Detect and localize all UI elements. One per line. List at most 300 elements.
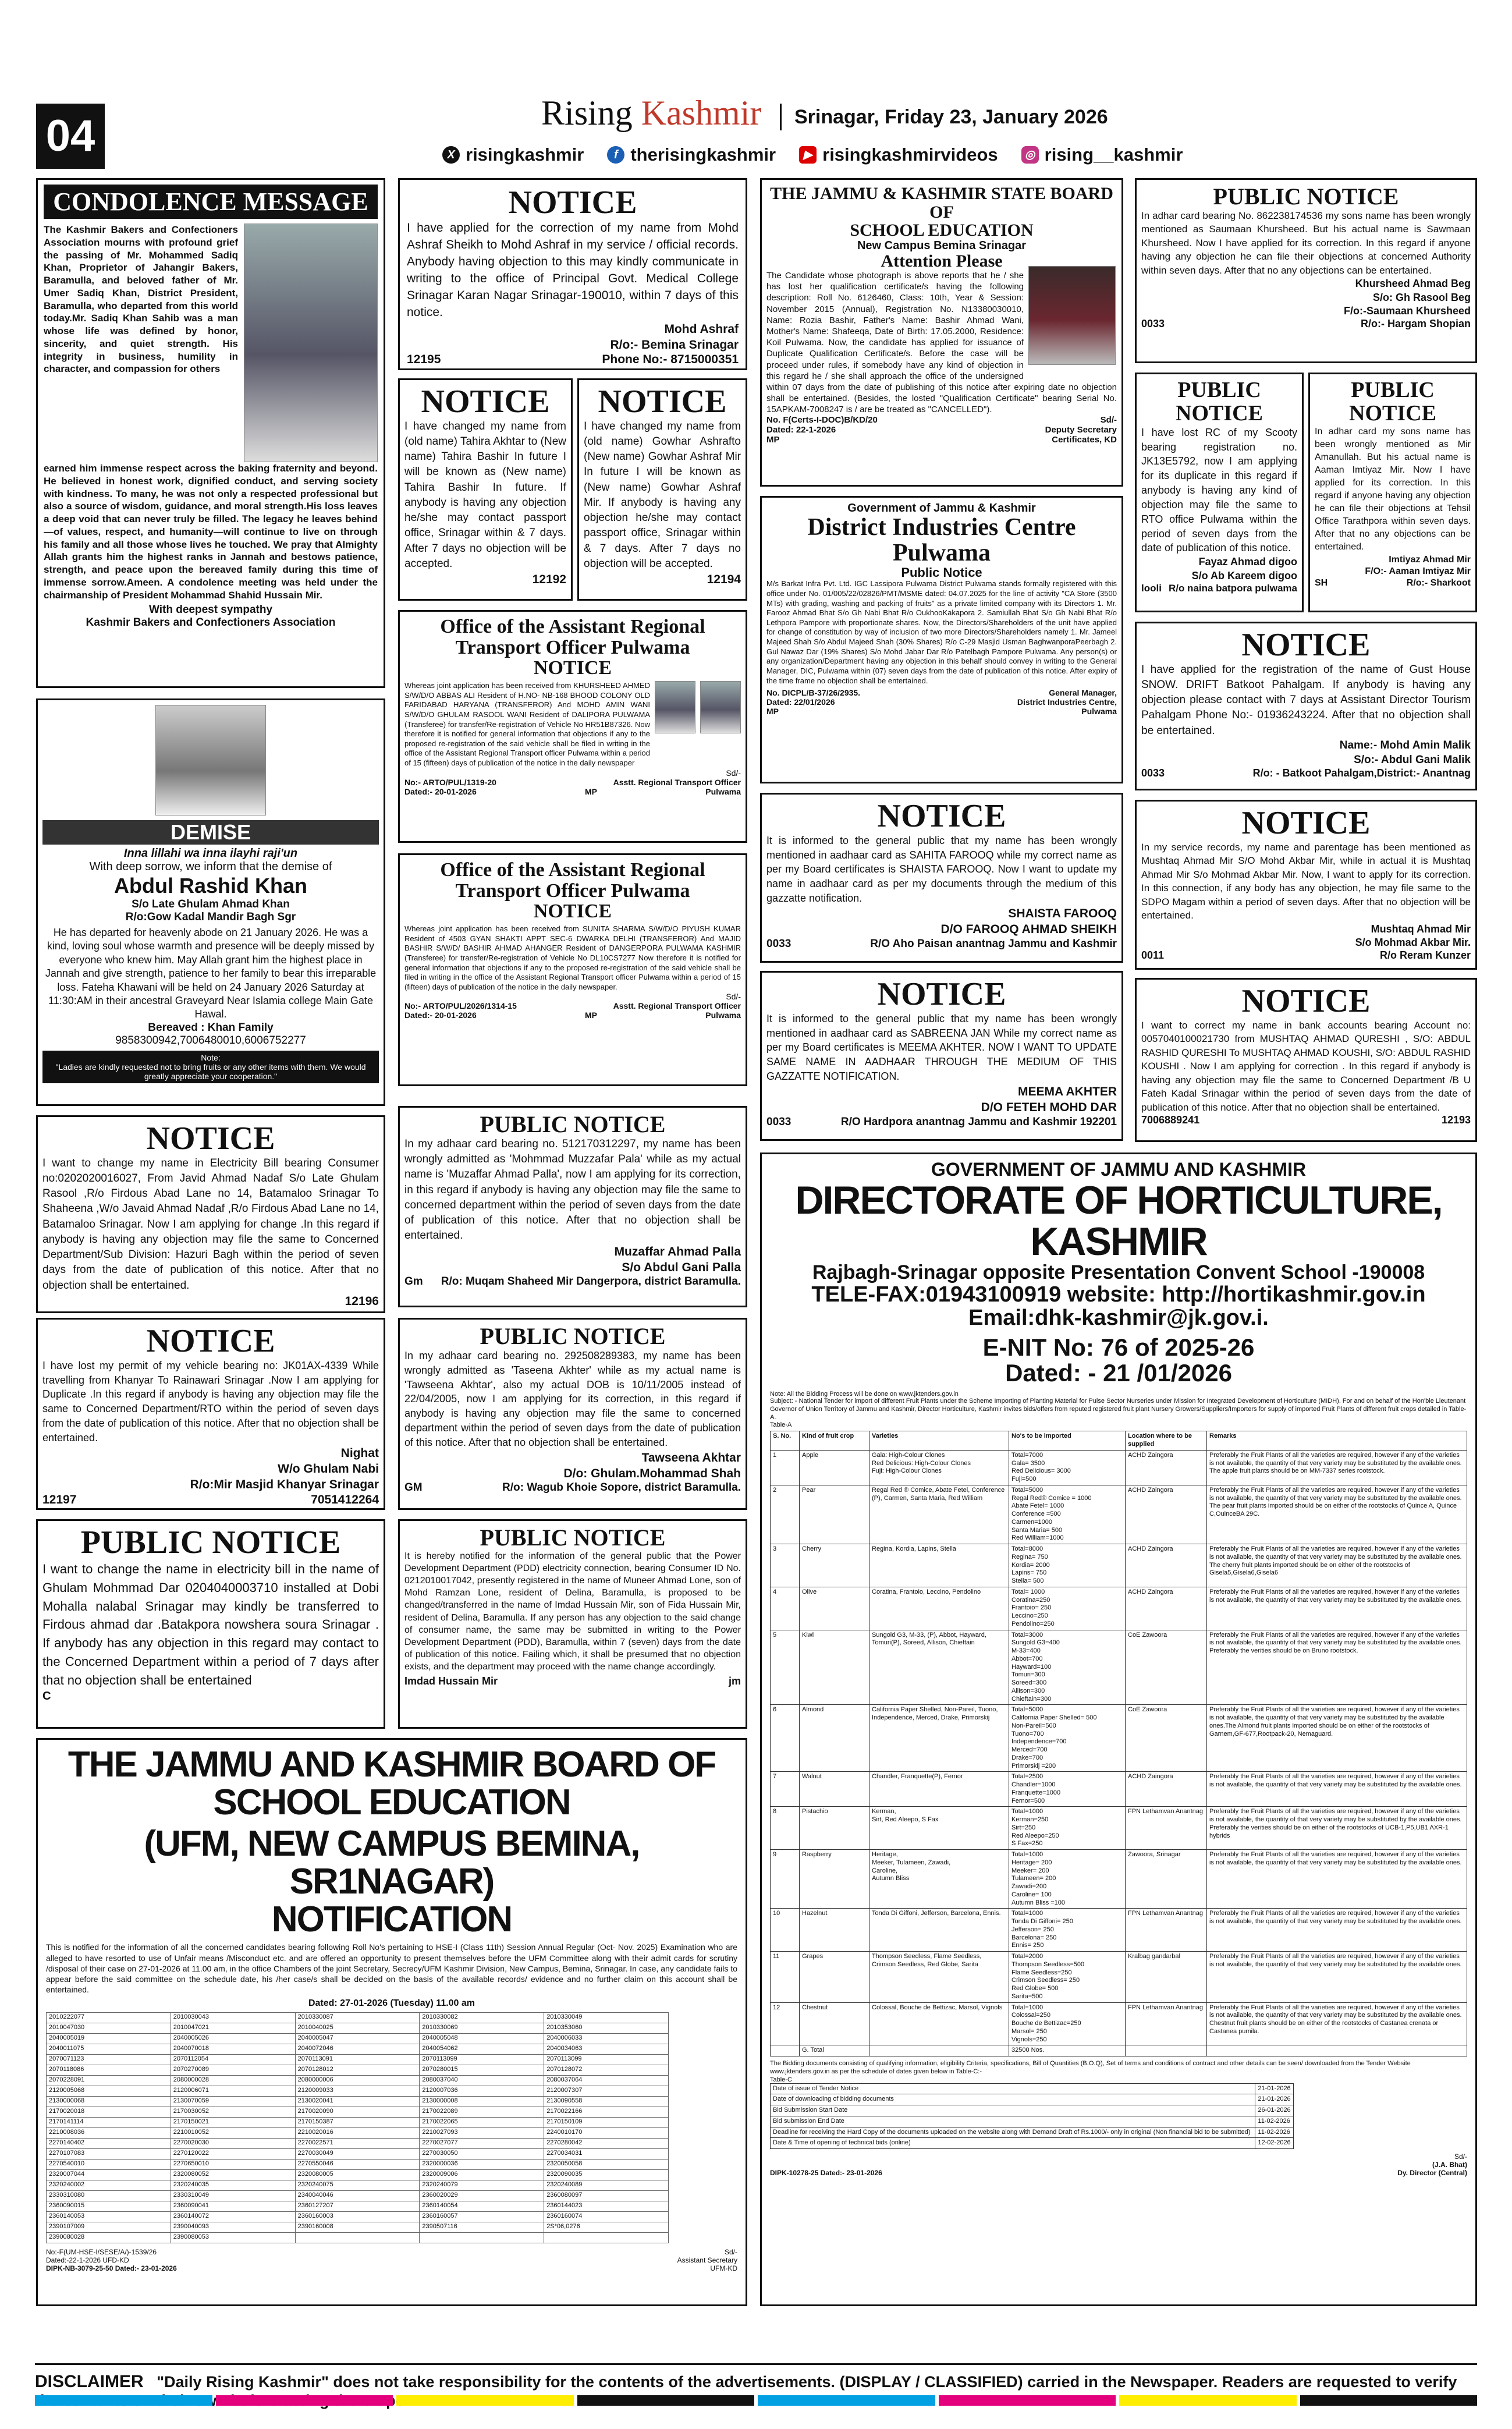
roll-cell: 2270027077 bbox=[420, 2139, 544, 2149]
roll-cell: 2320240089 bbox=[544, 2180, 669, 2191]
roll-cell: 2010330049 bbox=[544, 2013, 669, 2023]
table-cell: 32500 Nos. bbox=[1009, 2045, 1126, 2056]
table-cell: 2 bbox=[771, 1485, 800, 1544]
table-cell: Thompson Seedless, Flame Seedless, Crimson Seedless, Red Globe, Sarita bbox=[869, 1952, 1009, 2003]
roll-row bbox=[47, 2107, 669, 2118]
notice-parentage: S/o Ab Kareem digoo bbox=[1191, 569, 1297, 581]
table-cell: Grapes bbox=[800, 1952, 869, 2003]
roll-cell: 2130020041 bbox=[295, 2097, 420, 2107]
applicant-photo-1 bbox=[655, 681, 695, 733]
roll-cell: 2390040093 bbox=[171, 2222, 295, 2233]
arto-body: Whereas joint application has been received from SUNITA SHARMA S/W/D/O PIYUSH KUMAR Resident of 4503 GYAN SHAKTI APPT SEC-6 DWARKA DELHI (TRANSFEROR) And MAJID BASHIR S/W/D/ BASHIR AHMAD AHANGER Resident of DANGERPORA PULWAMA KASHMIR (Transferee) for transfer/Re-registration of Vehicle No DL10CS7277 Now therefore it is notified for general information that objections if any to the proposed re-registration of the said vehicle shall be filed in writing in the office of the Assistant Regional Transport officer Pulwama within a period of 15 (fifteen) days of publication of the notice in the daily newspaper. bbox=[404, 924, 741, 991]
social-youtube[interactable]: ▶ risingkashmirvideos bbox=[799, 144, 998, 165]
date-cell: 11-02-2026 bbox=[1255, 2127, 1294, 2138]
roll-cell: 2080000028 bbox=[171, 2076, 295, 2086]
table-cell: Preferably the Fruit Plants of all the varieties are required, however if any of the varieties is not available, the quantity of that very variety may be substituted by the available ones. The cherry fruit plants imported should be on either of the rootstocks of Gisela5,Gisela6,Gisela6 bbox=[1207, 1544, 1467, 1587]
notice-residence: R/o: Wagub Khoie Sopore, district Baramulla. bbox=[502, 1481, 741, 1494]
roll-cell: 2330310049 bbox=[171, 2191, 295, 2201]
date-cell: Deadline for receiving the Hard Copy of the documents uploaded on the website along with Demand Draft of Rs.1000/- only in original (Non financial bid to be submitted) bbox=[771, 2127, 1255, 2138]
youtube-icon: ▶ bbox=[799, 146, 817, 164]
disclaimer-label: DISCLAIMER bbox=[35, 2372, 144, 2391]
notice-residence: R/o naina batpora pulwama bbox=[1168, 583, 1297, 594]
deceased-name: Abdul Rashid Khan bbox=[114, 874, 307, 898]
bose-heading-3: New Campus Bemina Srinagar bbox=[857, 239, 1027, 252]
deceased-parentage: S/o Late Ghulam Ahmad Khan bbox=[132, 898, 290, 910]
notice-snow-drift bbox=[1135, 622, 1477, 790]
masthead bbox=[0, 35, 1512, 165]
table-cell: Total=3000 Sungold G3=400 M-33=400 Abbot=700 Hayward=100 Tomuri=300 Soreed=300 Allison=300 Chieftain=300 bbox=[1009, 1630, 1126, 1705]
demise-photo bbox=[155, 705, 266, 815]
designation: Dy. Director (Central) bbox=[1397, 2169, 1467, 2178]
roll-cell: 2270022571 bbox=[295, 2139, 420, 2149]
sd: Sd/- bbox=[724, 2248, 737, 2257]
table-cell: ACHD Zaingora bbox=[1126, 1485, 1207, 1544]
roll-cell: 2040005026 bbox=[171, 2034, 295, 2044]
condolence-by: Kashmir Bakers and Confectioners Association bbox=[86, 616, 336, 629]
roll-cell: 2120007307 bbox=[544, 2086, 669, 2097]
roll-cell: 2070280015 bbox=[420, 2065, 544, 2076]
roll-cell: 2170150387 bbox=[295, 2118, 420, 2128]
table-cell: 4 bbox=[771, 1587, 800, 1630]
notice-parentage: D/o: Ghulam.Mohammad Shah bbox=[563, 1467, 741, 1481]
ad-code: 12196 bbox=[345, 1294, 379, 1308]
roll-row bbox=[47, 2170, 669, 2180]
roll-row bbox=[47, 2065, 669, 2076]
roll-cell: 2270540010 bbox=[47, 2159, 171, 2170]
roll-cell: 2320050058 bbox=[544, 2159, 669, 2170]
notice-body: I have lost RC of my Scooty bearing registration no. JK13E5792, now I am applying for its duplicate in this regard if anybody is having any kind of objection may file the same to RTO office Pulwama within the period of seven days from the date of publication of this notice. bbox=[1141, 426, 1297, 554]
horti-dipk: DIPK-10278-25 Dated:- 23-01-2026 bbox=[770, 2169, 882, 2178]
notice-body: I have changed my name from (old name) Tahira Akhtar to (New name) Tahira Bashir In future I will be known as (New name) Tahira Bashir In future. If anybody is having any objection he/she may contact passport office, Srinagar within & 7 days. After 7 days no objection will be accepted. bbox=[404, 420, 566, 570]
notice-title: NOTICE bbox=[146, 1120, 275, 1157]
ad-code: 0033 bbox=[766, 937, 792, 950]
roll-cell: 2010047030 bbox=[47, 2023, 171, 2034]
roll-cell: 2210010052 bbox=[171, 2128, 295, 2139]
date-row bbox=[771, 2138, 1294, 2149]
table-cell: Gala: High-Colour Clones Red Delicious: High-Colour Clones Fuji: High-Colour Clones bbox=[869, 1450, 1009, 1485]
notice-body: It is hereby notified for the information of the general public that the Power Development Department (PDD) electricity connection, bearing Consumer ID No. 0212010017042, presently registered in the name of Muneer Ahmad Lone, son of Mohd Ramzan Lone, resident of Delina, Baramulla, is proposed to be changed/transferred in the name of Imdad Hussain Mir, son of Fida Hussain Mir, resident of Delina, Baramulla. If any person has any objection to the said change of consumer name, the same may be submitted in writing to the Power Development Department (PDD), Baramulla, within 7 (seven) days from the date of publication of this notice. Failing which, it shall be presumed that no objection exists, and the department may proceed with the name change accordingly. bbox=[404, 1551, 741, 1672]
notice-signatory: SHAISTA FAROOQ bbox=[1008, 906, 1117, 920]
ad-code: SH bbox=[1315, 578, 1328, 588]
arto-heading-3: NOTICE bbox=[533, 900, 612, 923]
notice-title: NOTICE bbox=[877, 976, 1006, 1012]
roll-cell: 2270140402 bbox=[47, 2139, 171, 2149]
roll-row bbox=[47, 2044, 669, 2055]
notice-signatory: Name:- Mohd Amin Malik bbox=[1339, 739, 1471, 751]
brand-logo bbox=[541, 93, 761, 133]
table-cell: 11 bbox=[771, 1952, 800, 2003]
table-cell: Total=8000 Regina= 750 Kordia= 2000 Lapins= 750 Stella= 500 bbox=[1009, 1544, 1126, 1587]
table-cell: Pear bbox=[800, 1485, 869, 1544]
horticulture-tender bbox=[760, 1153, 1477, 2306]
notice-title: PUBLIC NOTICE bbox=[1213, 183, 1399, 210]
ad-code: jm bbox=[728, 1675, 741, 1687]
table-row bbox=[771, 2002, 1467, 2045]
arto-heading-2: Transport Officer Pulwama bbox=[455, 880, 690, 902]
public-notice-aaman bbox=[1308, 373, 1477, 612]
table-header: Kind of fruit crop bbox=[800, 1431, 869, 1451]
table-cell: Total=2500 Chandler=1000 Franquette=1000 Fernor=500 bbox=[1009, 1772, 1126, 1807]
table-cell: Apple bbox=[800, 1450, 869, 1485]
table-cell: Colossal, Bouche de Bettizac, Marsol, Vignols bbox=[869, 2002, 1009, 2045]
portrait-photo bbox=[244, 224, 378, 462]
deceased-residence: R/o:Gow Kadal Mandir Bagh Sgr bbox=[125, 911, 296, 923]
table-cell: FPN Lethamvan Anantnag bbox=[1126, 2002, 1207, 2045]
demise-title: DEMISE bbox=[42, 820, 379, 845]
ad-code: 12195 bbox=[407, 353, 441, 367]
table-header: Location where to be supplied bbox=[1126, 1431, 1207, 1451]
table-cell: Preferably the Fruit Plants of all the varieties are required, however if any of the varieties is not available, the quantity of that very variety may be substituted by the available ones. The pear fruit plants imported should be on either of the rootstocks of Quince A, Quince C,OuinceBA 29C. bbox=[1207, 1485, 1467, 1544]
demise-phones: 9858300942,7006480010,6006752277 bbox=[115, 1034, 306, 1047]
notice-title: PUBLIC NOTICE bbox=[480, 1111, 666, 1137]
place: Pulwama bbox=[705, 1010, 741, 1020]
office: District Industries Centre, bbox=[1017, 697, 1117, 707]
ad-code: 12197 bbox=[42, 1492, 77, 1506]
notice-title: NOTICE bbox=[598, 384, 727, 420]
roll-row bbox=[47, 2149, 669, 2159]
roll-cell: 2320240002 bbox=[47, 2180, 171, 2191]
color-bar bbox=[35, 2395, 1477, 2406]
bose-heading-4: Attention Please bbox=[881, 251, 1003, 271]
bose-heading-2: (UFM, NEW CAMPUS BEMINA, SR1NAGAR) bbox=[144, 1824, 640, 1902]
notice-residence: R/o:- Hargam Shopian bbox=[1360, 318, 1471, 330]
notice-body: I want to correct my name in bank accounts bearing Account no: 0057040100021730 from MUSHTAQ AHMAD QURESHI , S/O: ABDUL RASHID QURESHI To MUSHTAQ AHMAD KOUSHI, S/O: ABDUL RASHID KOUSHI . Now I am applying for correction . In this regard if anybody is having any objection may file the same to Concerned Department /B U Fateh Kadal Srinagar within the period of seven days from the date of publication of this notice. After that no objection shall be entertained. bbox=[1141, 1019, 1471, 1113]
roll-cell: 2360140053 bbox=[47, 2212, 171, 2222]
table-cell bbox=[1126, 2045, 1207, 2056]
roll-row bbox=[47, 2180, 669, 2191]
roll-cell: 2390080053 bbox=[171, 2233, 295, 2243]
place: Pulwama bbox=[1081, 707, 1117, 717]
bose-attention-notice bbox=[760, 178, 1123, 487]
roll-cell: 2340040046 bbox=[295, 2191, 420, 2201]
demise-dua: Inna lillahi wa inna ilayhi raji'un bbox=[123, 847, 298, 860]
roll-cell: 2130000068 bbox=[47, 2097, 171, 2107]
table-cell bbox=[1207, 2045, 1467, 2056]
table-cell: G. Total bbox=[800, 2045, 869, 2056]
notice-signatory: Khursheed Ahmad Beg bbox=[1355, 278, 1471, 290]
date-cell: 12-02-2026 bbox=[1255, 2138, 1294, 2149]
roll-cell: 2360160057 bbox=[420, 2212, 544, 2222]
sd: Sd/- bbox=[1100, 415, 1117, 425]
table-cell: Chandler, Franquette(P), Fernor bbox=[869, 1772, 1009, 1807]
horti-after: The Bidding documents consisting of qualifying information, eligibility Criteria, specifications, Bill of Quantities (B.O.Q), Set of terms and conditions of contract and other details can be seen/ downloaded from the Tender Website www.jktenders.gov.in as per the schedule of dates given below in Table-C:- bbox=[770, 2060, 1411, 2075]
social-instagram[interactable]: ◎ rising__kashmir bbox=[1021, 144, 1183, 165]
notice-body: In my adhaar card bearing no. 512170312297, my name has been wrongly admitted as 'Mohmmad Muzzafar Pala' while as my actual name is 'Muzaffar Ahmad Palla', now I am applying for its correction, in this regard if anybody is having any objection may file the same to concerned department within the period of seven days from the date of publication of this notice. After that no objection shall be entertained. bbox=[404, 1138, 741, 1242]
table-cell: Total=7000 Gala= 3500 Red Delicious= 3000 Fuji=500 bbox=[1009, 1450, 1126, 1485]
table-row bbox=[771, 1544, 1467, 1587]
roll-cell: 2040011075 bbox=[47, 2044, 171, 2055]
date-cell: Date of issue of Tender Notice bbox=[771, 2083, 1255, 2094]
notice-signatory: MEEMA AKHTER bbox=[1018, 1084, 1117, 1098]
roll-cell: 2130000008 bbox=[420, 2097, 544, 2107]
applicant-photo-2 bbox=[700, 681, 741, 733]
notice-phone: 7051412264 bbox=[311, 1492, 379, 1506]
roll-cell: 2070113099 bbox=[544, 2055, 669, 2065]
fruit-plant-table bbox=[770, 1431, 1467, 2056]
table-cell: Preferably the Fruit Plants of all the varieties are required, however if any of the varieties is not available, the quantity of that very variety may be substituted by the available ones. bbox=[1207, 1850, 1467, 1909]
table-cell: California Paper Shelled, Non-Pareil, Tuono, Independence, Merced, Drake, Primorskij bbox=[869, 1705, 1009, 1772]
table-row bbox=[771, 1587, 1467, 1630]
roll-cell: 2170020018 bbox=[47, 2107, 171, 2118]
notice-parentage: S/o:- Abdul Gani Malik bbox=[1354, 753, 1471, 766]
ref-date: Dated: 22/01/2026 bbox=[766, 697, 835, 707]
notice-title: PUBLIC NOTICE bbox=[1349, 378, 1436, 425]
roll-row bbox=[47, 2034, 669, 2044]
notice-body: I have applied for the correction of my name from Mohd Ashraf Sheikh to Mohd Ashraf in my service / official records. Anybody having objection to this may kindly communicate in writing to the office of Principal Govt. Medical College Srinagar Karan Nagar Srinagar-190010, within 7 days of this notice. bbox=[407, 221, 739, 319]
table-cell: Preferably the Fruit Plants of all the varieties are required, however if any of the varieties is not available, the quantity of that very variety may be substituted by the available ones.The Almond fruit plants imported should be on either of the rootstocks of Garnem,GF-677,Rootpack-20, Nemaguard. bbox=[1207, 1705, 1467, 1772]
notice-phone: Phone No:- 8715000351 bbox=[602, 353, 739, 367]
roll-cell: 2360090041 bbox=[171, 2201, 295, 2212]
ref-date: Dated:- 20-01-2026 bbox=[404, 1010, 477, 1020]
roll-row bbox=[47, 2128, 669, 2139]
roll-row bbox=[47, 2159, 669, 2170]
notice-title: NOTICE bbox=[1241, 627, 1371, 663]
condolence-sympathy: With deepest sympathy bbox=[148, 604, 273, 616]
table-cell: Total=1000 Colossal=250 Bouche de Bettizac=250 Marsol= 250 Vignols=250 bbox=[1009, 2002, 1126, 2045]
sd: Sd/- bbox=[1454, 2153, 1467, 2161]
table-cell: Chestnut bbox=[800, 2002, 869, 2045]
notice-residence: R/O Aho Paisan anantnag Jammu and Kashmir bbox=[870, 937, 1117, 950]
notice-title: PUBLIC NOTICE bbox=[80, 1524, 341, 1561]
table-row bbox=[771, 1850, 1467, 1909]
roll-row bbox=[47, 2201, 669, 2212]
date-cell: 11-02-2026 bbox=[1255, 2116, 1294, 2127]
bose-body: This is notified for the information of all the concerned candidates bearing following Roll No's pertaining to HSE-I (Class 11th) Session Annual Regular (Oct- Nov. 2025) Examination who are alleged to have resorted to use of Unfair means /Misconduct etc. and are offered an opportunity to present themselves before the UFM Committee along with their admit cards for scrutiny /disposal of their case on 27-01-2026 at 11.00 am, in the office Chambers of the joint Secretary, Secrecy/UFM Kashmir Division, New Campus, Bemina, Srinagar. In case, any candidate fails to appear before the said committee on the schedule date, his /her case/s shall be decided on the basis of the available records/ evidence and no further claim on this account shall be entertained. bbox=[46, 1942, 737, 1995]
roll-row bbox=[47, 2076, 669, 2086]
table-cell: Kerman, Sirt, Red Aleepo, S Fax bbox=[869, 1807, 1009, 1850]
ad-code: Gm bbox=[404, 1275, 423, 1288]
table-cell: 12 bbox=[771, 2002, 800, 2045]
roll-cell: 2170022065 bbox=[420, 2118, 544, 2128]
roll-cell: 2320080005 bbox=[295, 2170, 420, 2180]
ad-code: 0033 bbox=[766, 1115, 792, 1128]
demise-note-head: Note: bbox=[201, 1052, 221, 1062]
roll-row bbox=[47, 2118, 669, 2128]
roll-cell: 2320090035 bbox=[544, 2170, 669, 2180]
notice-title: PUBLIC NOTICE bbox=[480, 1524, 666, 1551]
ref-no: No. DICPL/B-37/26/2935. bbox=[766, 688, 861, 698]
notice-body: I have applied for the registration of the name of Gust House SNOW. DRIFT Batkoot Pahalgam. If anybody is having any objection please contact with 7 days at Assistant Director Tourism Pahalgam Phone No:- 01936243224. After that no objection shall be entertained. bbox=[1141, 663, 1471, 737]
notice-signatory: Fayaz Ahmad digoo bbox=[1198, 556, 1297, 568]
designation-2: UFM-KD bbox=[710, 2264, 737, 2273]
bose-heading-1: THE JAMMU AND KASHMIR BOARD OF SCHOOL EDUCATION bbox=[68, 1744, 716, 1823]
roll-cell: 2360127207 bbox=[295, 2201, 420, 2212]
roll-cell: 2360020029 bbox=[420, 2191, 544, 2201]
date-row bbox=[771, 2105, 1294, 2116]
brand-rising: Rising bbox=[541, 94, 633, 132]
roll-cell: 2270020030 bbox=[171, 2139, 295, 2149]
notice-sahita bbox=[760, 793, 1123, 963]
notice-residence: R/o: - Batkoot Pahalgam,District:- Anantnag bbox=[1252, 767, 1471, 779]
bose-heading-2: SCHOOL EDUCATION bbox=[850, 221, 1034, 240]
roll-cell: 2270030050 bbox=[420, 2149, 544, 2159]
notice-body: I have lost my permit of my vehicle bearing no: JK01AX-4339 While travelling from Khanyar To Rainawari Srinagar .Now I am applying for Duplicate .In this regard if anybody is having any objection may file the same to Concerned Department/RTO within the period of seven days from the date of publication of this notice. After that no objection shall be entertained. bbox=[42, 1359, 379, 1444]
roll-cell: 2120007036 bbox=[420, 2086, 544, 2097]
roll-row bbox=[47, 2023, 669, 2034]
ad-code: 0011 bbox=[1141, 949, 1165, 962]
table-cell: Raspberry bbox=[800, 1850, 869, 1909]
roll-cell: 2270107083 bbox=[47, 2149, 171, 2159]
roll-cell: 2320000036 bbox=[420, 2159, 544, 2170]
notice-parentage: D/O FAROOQ AHMAD SHEIKH bbox=[940, 923, 1117, 937]
table-cell: FPN Lethamvan Anantnag bbox=[1126, 1909, 1207, 1952]
notice-signatory: Imtiyaz Ahmad Mir bbox=[1389, 554, 1471, 565]
table-cell: Zawoora, Srinagar bbox=[1126, 1850, 1207, 1909]
table-cell: Preferably the Fruit Plants of all the varieties are required, however if any of the varieties is not available, the quantity of that very variety may be substituted by the available ones. bbox=[1207, 1772, 1467, 1807]
horti-table-label: Table-A bbox=[770, 1421, 792, 1429]
social-facebook[interactable]: f therisingkashmir bbox=[607, 144, 776, 165]
date-row bbox=[771, 2116, 1294, 2127]
notice-body: It is informed to the general public that my name has been wrongly mentioned in aadhaar card as SABREENA JAN While my correct name as per my Board certificates is MEEMA AKHTER. NOW I WANT TO UPDATE SAME NAME IN AADHAAR THROUGH THE MEDIUM OF THIS GAZZATTE NOTIFICATION. bbox=[766, 1012, 1117, 1083]
table-cell: Walnut bbox=[800, 1772, 869, 1807]
ref-no: No:- ARTO/PUL/2026/1314-15 bbox=[404, 1001, 517, 1011]
public-notice-scooty bbox=[1135, 373, 1304, 612]
date-row bbox=[771, 2094, 1294, 2105]
table-cell: Tonda Di Giffoni, Jefferson, Barcelona, Ennis. bbox=[869, 1909, 1009, 1952]
notice-title: PUBLIC NOTICE bbox=[480, 1323, 666, 1349]
designation: General Manager, bbox=[1049, 688, 1117, 698]
table-cell: 6 bbox=[771, 1705, 800, 1772]
roll-row bbox=[47, 2139, 669, 2149]
notice-residence: R/o Reram Kunzer bbox=[1379, 949, 1471, 962]
table-row bbox=[771, 1450, 1467, 1485]
demise-intro: With deep sorrow, we inform that the demise of bbox=[89, 860, 332, 873]
ad-code: 12194 bbox=[707, 572, 741, 586]
roll-cell: 2170030052 bbox=[171, 2107, 295, 2118]
roll-cell: 2070071123 bbox=[47, 2055, 171, 2065]
table-cell: Almond bbox=[800, 1705, 869, 1772]
table-cell: FPN Lethamvan Anantnag bbox=[1126, 1807, 1207, 1850]
notice-signatory: Mushtaq Ahmad Mir bbox=[1371, 923, 1471, 935]
horti-note: Note: All the Bidding Process will be done on www.jktenders.gov.in bbox=[770, 1391, 959, 1398]
designation: Assistant Secretary bbox=[677, 2256, 737, 2265]
table-cell: 10 bbox=[771, 1909, 800, 1952]
demise-bereaved: Bereaved : Khan Family bbox=[148, 1021, 274, 1034]
table-cell: ACHD Zaingora bbox=[1126, 1587, 1207, 1630]
date-cell: 26-01-2026 bbox=[1255, 2105, 1294, 2116]
horti-email: Email:dhk-kashmir@jk.gov.i. bbox=[968, 1305, 1269, 1330]
roll-cell: 2360160074 bbox=[544, 2212, 669, 2222]
table-cell: Preferably the Fruit Plants of all the varieties are required, however if any of the varieties is not available, the quantity of that very variety may be substituted by the available ones. The apple fruit plants should be on MM-7337 series rootstock. bbox=[1207, 1450, 1467, 1485]
roll-cell: 2130090558 bbox=[544, 2097, 669, 2107]
notice-title: NOTICE bbox=[421, 384, 550, 420]
notice-body: I want to change the name in electricity bill in the name of Ghulam Mohmmad Dar 0204040003710 installed at Dobi Mohalla nalabal Srinagar may kindly be transferred to Firdous ahmad dar .Batakpora nowshera soura Srinagar . If anybody has any objection in this regard may contact to the Concerned Department within a period of 7 days after that no objection shall be entertained bbox=[42, 1561, 379, 1688]
roll-cell: 2040070018 bbox=[171, 2044, 295, 2055]
arto-heading-1: Office of the Assistant Regional bbox=[440, 859, 705, 881]
table-cell: Coratina, Frantoio, Leccino, Pendolino bbox=[869, 1587, 1009, 1630]
table-cell: ACHD Zaingora bbox=[1126, 1450, 1207, 1485]
dic-heading-2: Public Notice bbox=[901, 565, 982, 580]
notice-signatory: Imdad Hussain Mir bbox=[404, 1675, 498, 1687]
ad-code: 12192 bbox=[532, 572, 566, 586]
roll-number-table bbox=[46, 2012, 669, 2243]
arto-body: Whereas joint application has been received from KHURSHEED AHMED S/W/D/O ABBAS ALI Resident of H.NO- NB-168 BHOOD COLONY OLD FARIDABAD HARYANA (TRANSFEROR) And MOHD AMIN WANI S/W/D/O GHULAM RASOOL WANI Resident of DALIPORA PULWAMA (Transferee) for transfer/Re-registration of Vehicle No HR51B87326. Now therefore it is notified for general information that objections if any to the proposed re-registration of the said vehicle shall be filed in writing in the office of the Assistant Regional Transport officer Pulwama within a period of 15 (fifteen) days of publication of the notice in the daily newspaper bbox=[404, 681, 650, 768]
notice-tahira bbox=[398, 378, 573, 601]
date-row bbox=[771, 2083, 1294, 2094]
table-row bbox=[771, 1807, 1467, 1850]
roll-cell: 2010330069 bbox=[420, 2023, 544, 2034]
roll-cell: 2170020090 bbox=[295, 2107, 420, 2118]
roll-cell: 2S*06,0276 bbox=[544, 2222, 669, 2233]
roll-cell: 2330310080 bbox=[47, 2191, 171, 2201]
roll-cell: 2120009033 bbox=[295, 2086, 420, 2097]
condolence-body: earned him immense respect across the baking fraternity and beyond. He believed in honest work, dignified conduct, and serving society with kindness. To many, he was not only a respected professional but also a source of wisdom, guidance, and moral strength.His loss leaves a deep void that can never truly be filled. The legacy he leaves behind—of values, respect, and humanity—will continue to live on through his family and all those whose lives he touched. We pray that Almighty Allah grants him the highest ranks in Jannah and bestows patience, strength, and peace upon the bereaved family during this time of immense sorrow.Ameen. A condolence meeting was held under the chairmanship of President Mohammad Shahid Hussain Mir. bbox=[44, 463, 378, 601]
notice-body: It is informed to the general public that my name has been wrongly mentioned in aadhaar card as SAHITA FAROOQ while my correct name as per my Board certificates is SHAISTA FAROOQ. Now I want to update my name in aadhaar card as per my documents through the medium of this gazzatte notification. bbox=[766, 834, 1117, 905]
table-cell: Sungold G3, M-33, (P), Abbot, Hayward, Tomuri(P), Soreed, Allison, Chieftain bbox=[869, 1630, 1009, 1705]
table-cell: Total=5000 California Paper Shelled= 500 Non-Pareil=500 Tuono=700 Independence=700 Merced=700 Drake=700 Primorskij =200 bbox=[1009, 1705, 1126, 1772]
notice-body: In adhar card bearing No. 862238174536 my sons name has been wrongly mentioned as Saumaan Khursheed. But his actual name is Sawmaan Khursheed. Now I have applied for its correction. In this regard if anyone having any objection he can file their objections at concerned Authority within seven days. After that no any objections can be entertained. bbox=[1141, 210, 1471, 276]
roll-cell: 2070113099 bbox=[420, 2055, 544, 2065]
horti-subject: Subject: - National Tender for import of different Fruit Plants under the Scheme Importing of Planting Material for Pulse Sector Nurseries under Mission for Integrated Development of Horticulture (MIDH). For and on behalf of the Hon'ble Lieutenant Governor of Union Territory of Jammu and Kashmir, Director Horticulture, Kashmir invites bids/offers from reputed registered fruit plant Nursery Growers/Suppliers/Importers for supply of imported Fruit Plants of different fruit crops detailed in Table-A. bbox=[770, 1398, 1467, 1421]
issue-date: Srinagar, Friday 23, January 2026 bbox=[780, 104, 1108, 130]
bose-dated: Dated: 27-01-2026 (Tuesday) 11.00 am bbox=[308, 1998, 475, 2009]
arto-notice-1 bbox=[398, 610, 747, 843]
designation: Asstt. Regional Transport Officer bbox=[613, 1001, 741, 1011]
dic-heading-1: District Industries Centre Pulwama bbox=[807, 514, 1076, 567]
table-cell: Preferably the Fruit Plants of all the varieties are required, however if any of the varieties is not available, the quantity of that very variety may be substituted by the available ones. bbox=[1207, 1587, 1467, 1630]
roll-cell: 2040072046 bbox=[295, 2044, 420, 2055]
ref-date: Dated:- 20-01-2026 bbox=[404, 786, 477, 796]
notice-meema bbox=[760, 971, 1123, 1141]
ad-code: MP bbox=[585, 786, 598, 796]
ad-code: MP bbox=[766, 707, 779, 717]
table-row bbox=[771, 2045, 1467, 2056]
social-x[interactable]: X risingkashmir bbox=[442, 144, 584, 165]
ad-code: looli bbox=[1141, 583, 1162, 594]
roll-row bbox=[47, 2013, 669, 2023]
x-icon: X bbox=[442, 146, 460, 164]
roll-cell: 2170141114 bbox=[47, 2118, 171, 2128]
table-cell: 3 bbox=[771, 1544, 800, 1587]
roll-cell: 2010222077 bbox=[47, 2013, 171, 2023]
table-row bbox=[771, 1909, 1467, 1952]
roll-cell: 2390160008 bbox=[295, 2222, 420, 2233]
dic-heading-0: Government of Jammu & Kashmir bbox=[847, 502, 1036, 515]
roll-cell: 2270034031 bbox=[544, 2149, 669, 2159]
roll-cell: 2170022166 bbox=[544, 2107, 669, 2118]
demise-ad bbox=[36, 698, 385, 1106]
table-cell: Olive bbox=[800, 1587, 869, 1630]
roll-cell: 2040006033 bbox=[544, 2034, 669, 2044]
roll-cell: 2120006071 bbox=[171, 2086, 295, 2097]
notice-permit bbox=[36, 1318, 385, 1510]
notice-signatory: Nighat bbox=[340, 1446, 379, 1460]
table-cell: 9 bbox=[771, 1850, 800, 1909]
bose-ufm-notification bbox=[36, 1738, 747, 2306]
arto-heading-3: NOTICE bbox=[533, 657, 612, 679]
ref-no: No:- ARTO/PUL/1319-20 bbox=[404, 777, 496, 787]
bose-ref-date: Dated:-22-1-2026 UFD-KD bbox=[46, 2256, 129, 2265]
notice-title: NOTICE bbox=[146, 1323, 275, 1359]
public-notice-saumaan bbox=[1135, 178, 1477, 363]
roll-cell: 2270120022 bbox=[171, 2149, 295, 2159]
notice-title: NOTICE bbox=[877, 798, 1006, 834]
dic-body: M/s Barkat Infra Pvt. Ltd. IGC Lassipora Pulwama District Pulwama stands formally registered with this office under No. 01/005/22/02826/PMT/MSME dated: 04.07.2025 for the line of activity "CA Store (3500 MTs) with grading, washing and packing of fruits" as a private limited company with its Directors 1. Mr. Farooz Ahmad Bhat S/o Gh Nabi Bhat R/o OukhooKakapora 2. Samiullah Bhat S/o Gh Nabi Bhat R/o Lethpora Pampore with proportionate shares. Now, the Directors/Shareholders of the unit have applied for change of constitution by way of inclusion of two more Directors/Shareholders namely 1. Mr. Jameel Majeed Shah S/o Abdul Majeed Shah (30% Shares) R/o C-29 Masjid Usman BaghwanporaPeerbagh 2. Gul Nawaz Dar (19% Shares) S/o Mohd Jabar Dar R/o Patelbagh Pampore Pulwama. Any person(s) or any organization/Department having any objection in this behalf should convey in writing to the General Manager, DIC, Pulwama within (07) seven days from the date of publication of this notice. After expiry of the time frame no objection shall be entertained. bbox=[766, 579, 1117, 685]
notice-body: In my service records, my name and parentage has been mentioned as Mushtaq Ahmad Mir S/O Mohd Akbar Mir, while in actual it is Mushtaq Ahmad Mir S/o Mohmad Akbar Mir. Now, I want to apply for its correction. In this connection, if any body has any objection, he may file same to the SDPO Magam within a period of seven days. After that no objection will be entertained. bbox=[1141, 841, 1471, 921]
roll-cell: 2070128012 bbox=[295, 2065, 420, 2076]
roll-cell: 2270030049 bbox=[295, 2149, 420, 2159]
date-cell: 21-01-2026 bbox=[1255, 2083, 1294, 2094]
notice-residence: R/o:Mir Masjid Khanyar Srinagar bbox=[190, 1478, 379, 1492]
date-cell: Date & Time of opening of technical bids (online) bbox=[771, 2138, 1255, 2149]
roll-cell: 2320009006 bbox=[420, 2170, 544, 2180]
table-row bbox=[771, 1630, 1467, 1705]
notice-parentage: S/o Mohmad Akbar Mir. bbox=[1355, 936, 1471, 948]
roll-cell: 2080000006 bbox=[295, 2076, 420, 2086]
table-cell: Cherry bbox=[800, 1544, 869, 1587]
roll-cell: 2170150021 bbox=[171, 2118, 295, 2128]
condolence-ad bbox=[36, 178, 385, 688]
